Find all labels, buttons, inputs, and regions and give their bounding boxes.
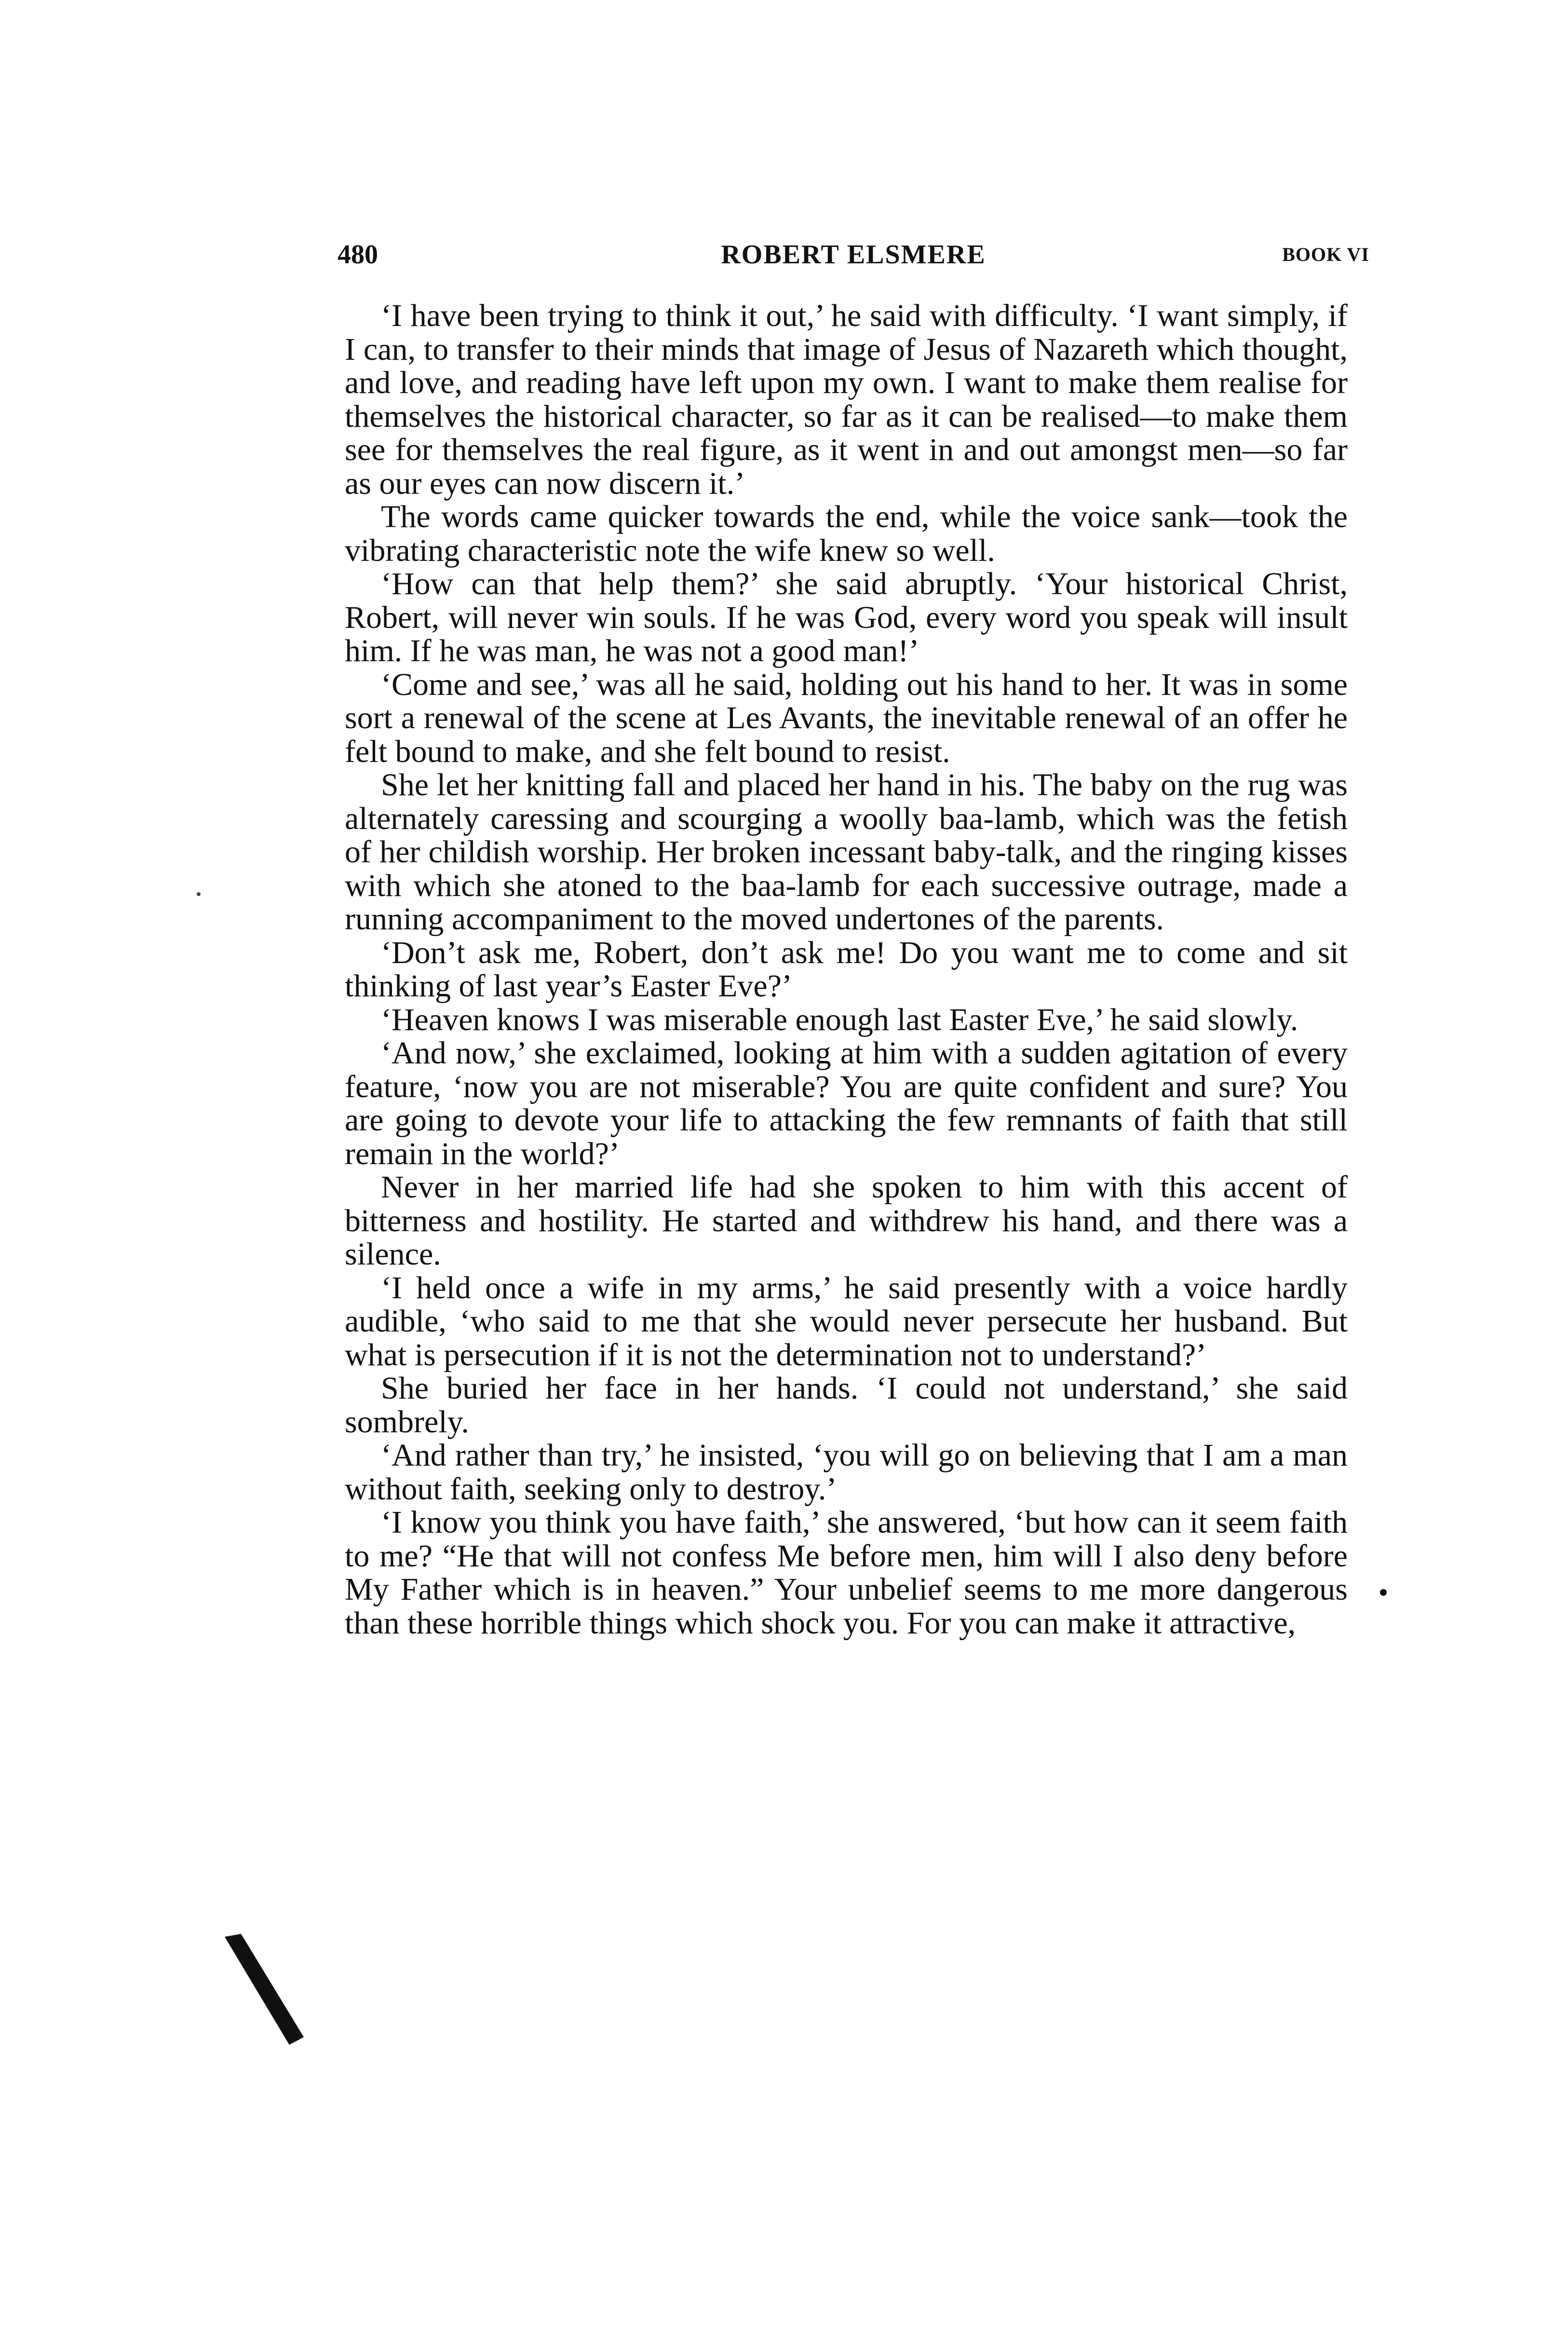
margin-speck (197, 892, 201, 896)
ink-stroke-mark (223, 1934, 305, 2045)
paragraph: ‘How can that help them?’ she said abruptly. ‘Your historical Christ, Robert, will never win souls. If he was God, every word you speak will insult him. If he was man, he was not a good man!’ (345, 566, 1348, 668)
paragraph: She let her knitting fall and placed her hand in his. The baby on the rug was alternately caressing and scourging a woolly baa-lamb, which was the fetish of her childish worship. Her broken incessant baby-talk, and the ringing kisses with which she atoned to the baa-lamb for each successive outrage, made a running accompaniment to the moved undertones of the parents. (345, 767, 1348, 937)
paragraph: ‘Don’t ask me, Robert, don’t ask me! Do you want me to come and sit thinking of last year’s Easter Eve?’ (345, 935, 1348, 1004)
paragraph: She buried her face in her hands. ‘I could not understand,’ she said sombrely. (345, 1371, 1348, 1440)
body-text (345, 299, 1348, 1640)
paragraph: ‘I know you think you have faith,’ she answered, ‘but how can it seem faith to me? “He that will not confess Me before men, him will I also deny before My Father which is in heaven.” Your unbelief seems to me more dangerous than these horrible things which shock you. For you can make it attractive, (345, 1505, 1348, 1641)
paragraph: The words came quicker towards the end, while the voice sank—took the vibrating characteristic note the wife knew so well. (345, 499, 1348, 568)
page-number: 480 (338, 240, 378, 270)
running-head (338, 235, 1369, 274)
paragraph: ‘I held once a wife in my arms,’ he said presently with a voice hardly audible, ‘who said to me that she would never persecute her husband. But what is persecution if it is not the determination not to understand?’ (345, 1270, 1348, 1373)
paragraph: ‘I have been trying to think it out,’ he said with difficulty. ‘I want simply, if I can, to transfer to their minds that image of Jesus of Nazareth which thought, and love, and reading have left upon my own. I want to make them realise for themselves the historical character, so far as it can be realised—to make them see for themselves the real figure, as it went in and out amongst men—so far as our eyes can now discern it.’ (345, 298, 1348, 501)
book-label: BOOK VI (1282, 244, 1369, 265)
paragraph: ‘And rather than try,’ he insisted, ‘you will go on believing that I am a man without faith, seeking only to destroy.’ (345, 1438, 1348, 1507)
paragraph: Never in her married life had she spoken to him with this accent of bitterness and hostility. He started and withdrew his hand, and there was a silence. (345, 1169, 1348, 1272)
running-title: ROBERT ELSMERE (721, 240, 986, 270)
paragraph: ‘And now,’ she exclaimed, looking at him with a sudden agitation of every feature, ‘now you are not miserable? You are quite confident and sure? You are going to devote your life to attacking the few remnants of faith that still remain in the world?’ (345, 1035, 1348, 1171)
paragraph: ‘Come and see,’ was all he said, holding out his hand to her. It was in some sort a renewal of the scene at Les Avants, the inevitable renewal of an offer he felt bound to make, and she felt bound to resist. (345, 666, 1348, 769)
paragraph: ‘Heaven knows I was miserable enough last Easter Eve,’ he said slowly. (381, 1002, 1298, 1037)
ink-dot (1380, 1589, 1387, 1596)
